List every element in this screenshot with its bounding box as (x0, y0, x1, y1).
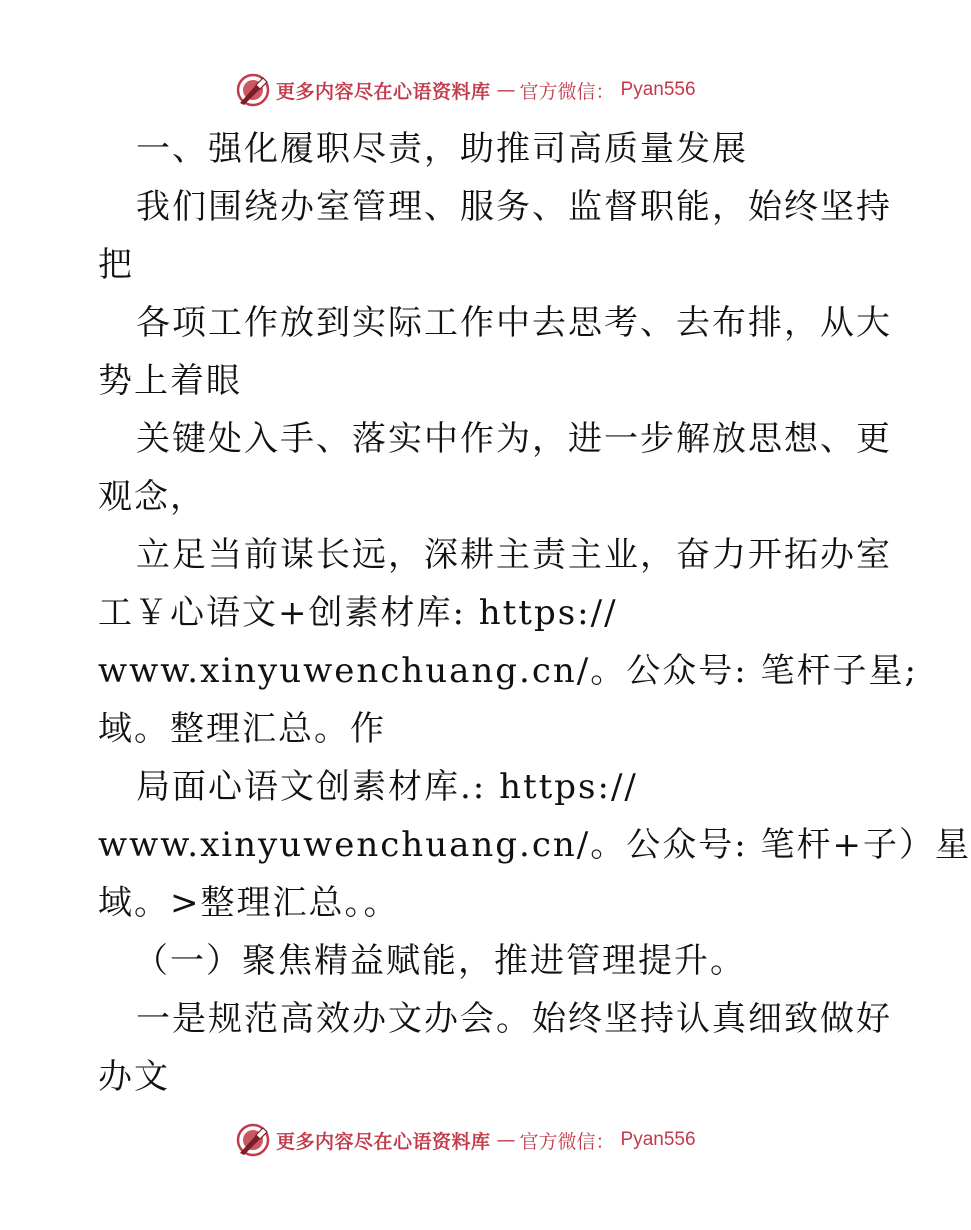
banner-main-text: 更多内容尽在心语资料库 (276, 1130, 491, 1153)
paragraph-line: 立足当前谋长远，深耕主责主业，奋力开拓办室 (136, 535, 892, 575)
paragraph-line: www.xinyuwenchuang.cn/。公众号: 笔杆子星; (98, 651, 918, 691)
paragraph-line: 各项工作放到实际工作中去思考、去布排，从大 (136, 303, 892, 343)
paragraph-line: 域。整理汇总。作 (98, 709, 386, 749)
banner-wechat-label: 官方微信： (519, 1130, 615, 1153)
banner-main-text: 更多内容尽在心语资料库 (276, 80, 491, 103)
pen-nib-logo-icon (236, 1123, 270, 1157)
subsection-heading: （一）聚焦精益赋能，推进管理提升。 (134, 941, 746, 981)
banner-wechat-id: Pyan556 (620, 1129, 696, 1150)
paragraph-line: 观念， (98, 477, 206, 517)
paragraph-line: 把 (98, 245, 134, 285)
paragraph-line: 势上着眼 (98, 361, 242, 401)
paragraph-line: www.xinyuwenchuang.cn/。公众号: 笔杆+子）星 (98, 825, 971, 865)
pen-nib-logo-icon (236, 73, 270, 107)
document-body (98, 120, 971, 1106)
section-heading: 一、强化履职尽责，助推司高质量发展 (136, 129, 748, 169)
paragraph-line: 办文 (98, 1057, 170, 1097)
banner-separator: — (496, 79, 514, 101)
paragraph-line: 工￥心语文+创素材库: https:// (98, 593, 618, 633)
banner-wechat-id: Pyan556 (620, 79, 696, 100)
paragraph-line: 一是规范高效办文办会。始终坚持认真细致做好 (136, 999, 892, 1039)
paragraph-line: 我们围绕办室管理、服务、监督职能，始终坚持 (136, 187, 892, 227)
paragraph-line: 局面心语文创素材库.: https:// (136, 767, 638, 807)
banner-separator: — (496, 1129, 514, 1151)
header-watermark-banner (236, 72, 716, 108)
footer-watermark-banner (236, 1122, 716, 1158)
banner-wechat-label: 官方微信： (519, 80, 615, 103)
paragraph-line: 域。>整理汇总。。 (98, 883, 400, 923)
paragraph-line: 关键处入手、落实中作为，进一步解放思想、更 (136, 419, 892, 459)
